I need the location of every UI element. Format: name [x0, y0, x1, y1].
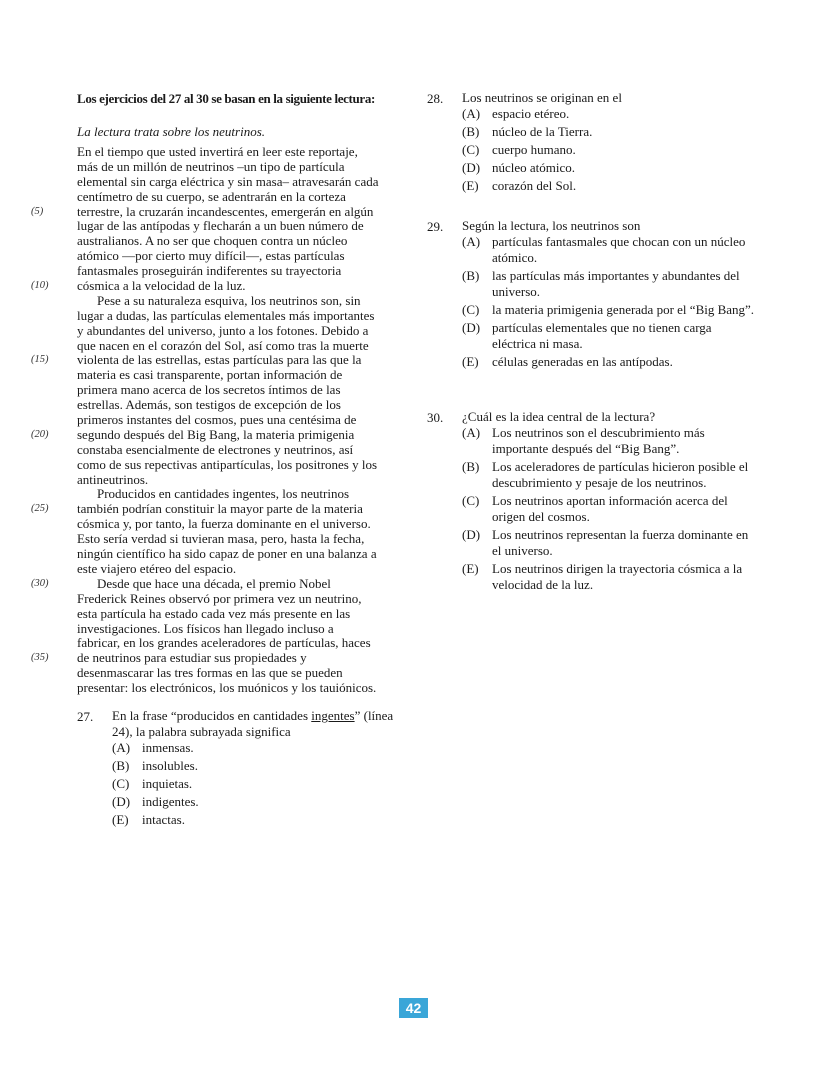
page-number-badge: 42 [399, 998, 428, 1018]
underlined-word: ingentes [311, 708, 355, 723]
passage-line-text: este viajero etéreo del espacio. [77, 560, 237, 576]
answer-option[interactable]: (D) Los neutrinos representan la fuerza dominante en el universo. [462, 527, 749, 558]
question-stem: Según la lectura, los neutrinos son [462, 218, 641, 233]
passage-line [77, 458, 397, 473]
passage-line [77, 234, 397, 249]
passage-line-text: Producidos en cantidades ingentes, los neutrinos [97, 486, 350, 502]
passage-line-text: lugar de las antípodas y flecharán a un buen número de [77, 218, 364, 234]
answer-options [462, 106, 757, 194]
passage-line [77, 487, 397, 502]
reading-subtitle: La lectura trata sobre los neutrinos. [77, 124, 266, 139]
passage-line [77, 160, 397, 175]
passage-line-text: primeros instantes del cosmos, pues una centésima de [77, 412, 357, 428]
answer-option[interactable]: (B) las partículas más importantes y abundantes del universo. [462, 268, 740, 299]
passage-line [77, 145, 397, 160]
answer-option[interactable]: (E) Los neutrinos dirigen la trayectoria cósmica a la velocidad de la luz. [462, 561, 743, 592]
answer-option[interactable]: (C) cuerpo humano. [462, 142, 576, 157]
passage-line [77, 681, 397, 696]
passage-line [77, 175, 397, 190]
passage-line [77, 666, 397, 681]
passage-line-text: lugar a dudas, las partículas elementales más importantes [77, 307, 375, 323]
passage-line-text: fabricar, en los grandes aceleradores de partículas, haces [77, 635, 371, 651]
passage-line-text: australianos. A no ser que choquen contra un núcleo [77, 233, 348, 249]
passage-line [77, 473, 397, 488]
answer-option[interactable]: (D) núcleo atómico. [462, 160, 576, 175]
passage-line [77, 413, 397, 428]
passage-line-text: ningún científico ha sido capaz de poner en una balanza a [77, 546, 377, 562]
passage-line-text: estrellas. Además, son testigos de excepción de los [77, 397, 341, 413]
passage-line [77, 607, 397, 622]
question-stem: En la frase “producidos en cantidades ingentes” (línea 24), la palabra subrayada significa [112, 708, 394, 739]
passage-line [77, 398, 397, 413]
line-number: (30) [31, 577, 49, 589]
answer-option[interactable]: (A) Los neutrinos son el descubrimiento más importante después del “Big Bang”. [462, 425, 705, 456]
answer-option[interactable]: (A) partículas fantasmales que chocan con un núcleo atómico. [462, 234, 746, 265]
passage-line [77, 264, 397, 279]
answer-option[interactable]: (B) núcleo de la Tierra. [462, 124, 593, 139]
line-number: (10) [31, 280, 49, 292]
passage-line [77, 294, 397, 309]
question-number: 30. [427, 410, 444, 425]
answer-option[interactable]: (D) indigentes. [112, 794, 199, 809]
answer-option[interactable]: (C) la materia primigenia generada por el “Big Bang”. [462, 302, 755, 317]
passage-line-text: Esto sería verdad si tuvieran masa, pero, hasta la fecha, [77, 531, 365, 547]
passage-line-text: fantasmales proseguirán indiferentes su trayectoria [77, 263, 342, 279]
answer-option[interactable]: (A) espacio etéreo. [462, 106, 570, 121]
answer-options [112, 740, 407, 828]
question-27 [77, 708, 407, 830]
question-29 [427, 218, 757, 372]
answer-options [462, 234, 757, 370]
answer-option[interactable]: (B) insolubles. [112, 758, 198, 773]
passage-line-text: terrestre, la cruzarán incandescentes, emergerán en algún [77, 203, 374, 219]
passage-line-text: Pese a su naturaleza esquiva, los neutrinos son, sin [97, 292, 361, 308]
passage-line [77, 339, 397, 354]
passage-line [77, 309, 397, 324]
passage-line-text: antineutrinos. [77, 471, 149, 487]
line-number: (20) [31, 428, 49, 440]
answer-options [462, 425, 757, 593]
passage-line [77, 324, 397, 339]
passage-line-text: esta partícula ha estado cada vez más presente en las [77, 605, 351, 621]
line-number: (5) [31, 205, 44, 217]
passage-line [31, 203, 397, 220]
question-stem: Los neutrinos se originan en el [462, 90, 622, 105]
passage-line-text: también podrían constituir la mayor parte de la materia [77, 501, 363, 517]
reading-heading: Los ejercicios del 27 al 30 se basan en la siguiente lectura: [77, 91, 375, 106]
question-stem: ¿Cuál es la idea central de la lectura? [462, 409, 656, 424]
question-28 [427, 90, 757, 196]
passage-line [31, 352, 397, 368]
passage-line-text: cósmica a la velocidad de la luz. [77, 278, 246, 294]
passage-line-text: constaba esencialmente de electrones y neutrinos, así [77, 441, 354, 457]
passage-line-text: que nacen en el corazón del Sol, así como tras la muerte [77, 337, 369, 353]
passage-line-text: y abundantes del universo, junto a los fotones. Debido a [77, 322, 369, 338]
passage-line [77, 219, 397, 234]
passage-line-text: segundo después del Big Bang, la materia primigenia [77, 426, 355, 442]
passage-line [31, 650, 397, 666]
passage-line-text: de neutrinos para estudiar sus propiedades y [77, 650, 307, 666]
passage-line [77, 517, 397, 532]
passage-line [77, 190, 397, 205]
passage-line-text: Frederick Reines observó por primera vez un neutrino, [77, 590, 362, 606]
answer-option[interactable]: (E) corazón del Sol. [462, 178, 577, 193]
line-number: (15) [31, 354, 49, 366]
passage-line [77, 249, 397, 264]
passage-line [77, 592, 397, 607]
passage-line [77, 532, 397, 547]
passage-line-text: elemental sin carga eléctrica y sin masa– atravesarán cada [77, 173, 379, 189]
passage-line-text: investigaciones. Los físicos han llegado incluso a [77, 620, 334, 636]
passage-line [77, 383, 397, 398]
answer-option[interactable]: (C) inquietas. [112, 776, 193, 791]
line-number: (25) [31, 503, 49, 515]
passage-line [77, 443, 397, 458]
line-number: (35) [31, 652, 49, 664]
passage-line-text: desenmascarar las tres formas en las que se pueden [77, 665, 343, 681]
question-number: 27. [77, 709, 94, 724]
answer-option[interactable]: (E) células generadas en las antípodas. [462, 354, 673, 369]
passage-line [77, 562, 397, 577]
reading-passage [31, 144, 397, 696]
question-number: 28. [427, 91, 444, 106]
question-number: 29. [427, 219, 444, 234]
passage-line-text: En el tiempo que usted invertirá en leer este reportaje, [77, 144, 358, 159]
passage-line [31, 278, 397, 294]
answer-option[interactable]: (C) Los neutrinos aportan información acerca del origen del cosmos. [462, 493, 728, 524]
passage-line-text: cósmica y, por tanto, la fuerza dominante en el universo. [77, 516, 371, 532]
answer-option[interactable]: (A) inmensas. [112, 740, 194, 755]
passage-line [77, 636, 397, 651]
passage-line [31, 575, 397, 592]
passage-line-text: atómico —por cierto muy difícil—, estas partículas [77, 248, 345, 264]
passage-line-text: centímetro de su cuerpo, se adentrarán en la corteza [77, 188, 346, 204]
passage-line-text: más de un millón de neutrinos –un tipo de partícula [77, 158, 345, 174]
answer-option[interactable]: (B) Los aceleradores de partículas hicieron posible el descubrimiento y pesaje de los neutrinos. [462, 459, 749, 490]
question-30 [427, 409, 757, 595]
passage-line [77, 622, 397, 637]
passage-line-text: como de sus repectivas antipartículas, los positrones y los [77, 456, 378, 472]
passage-line-text: violenta de las estrellas, estas partículas para las que la [77, 352, 362, 368]
passage-line [77, 368, 397, 383]
passage-line-text: primera mano acerca de los secretos íntimos de las [77, 382, 341, 398]
answer-option[interactable]: (D) partículas elementales que no tienen carga eléctrica ni masa. [462, 320, 712, 351]
passage-line [31, 426, 397, 443]
passage-line-text: Desde que hace una década, el premio Nobel [97, 575, 331, 591]
answer-option[interactable]: (E) intactas. [112, 812, 185, 827]
passage-line [31, 501, 397, 517]
passage-line [77, 547, 397, 562]
passage-line-text: presentar: los electrónicos, los muónicos y los tauiónicos. [77, 680, 377, 696]
passage-line-text: materia es casi transparente, portan información de [77, 367, 343, 383]
